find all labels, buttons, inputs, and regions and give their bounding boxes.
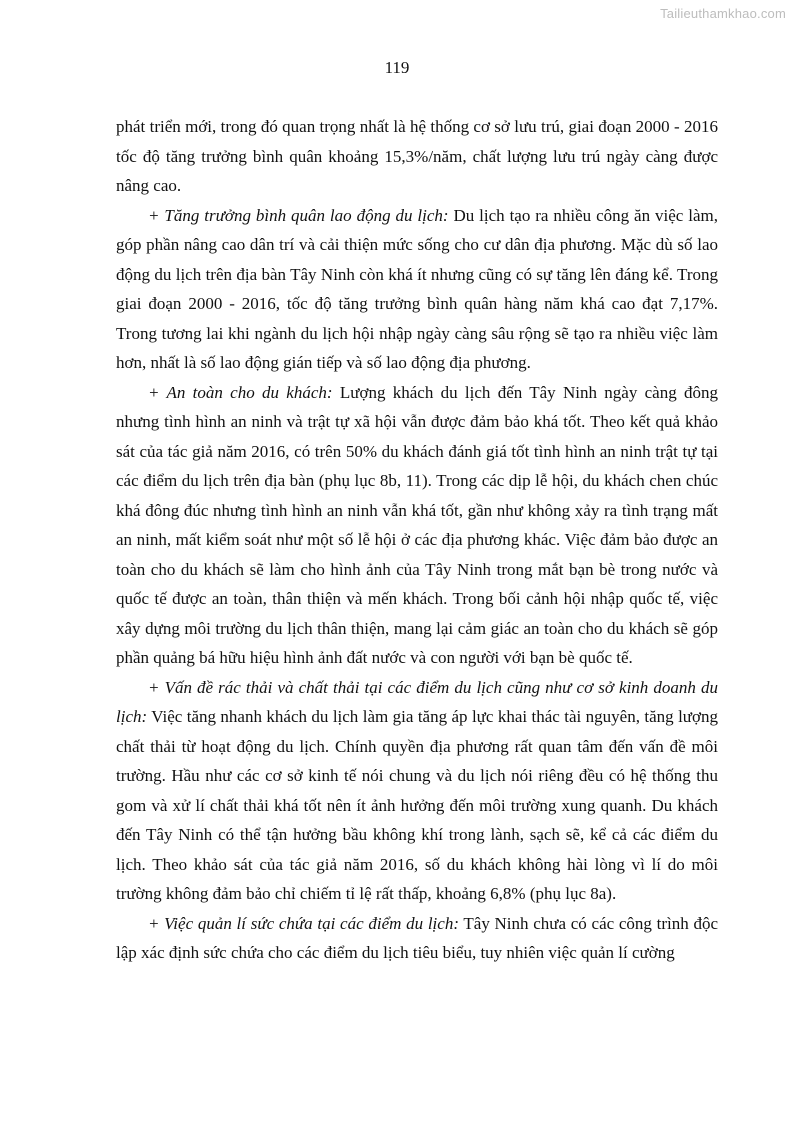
page-number: 119 [384, 58, 410, 77]
paragraph-continuation [116, 112, 718, 201]
paragraph-text: phát triển mới, trong đó quan trọng nhất là hệ thống cơ sở lưu trú, giai đoạn 2000 - 2016 tốc độ tăng trưởng bình quân khoảng 15,3%/năm, chất lượng lưu trú ngày càng được nâng cao. [116, 117, 718, 195]
paragraph-text: Việc tăng nhanh khách du lịch làm gia tăng áp lực khai thác tài nguyên, tăng lượng chất thải từ hoạt động du lịch. Chính quyền địa phương rất quan tâm đến vấn đề môi trường. Hầu như các cơ sở kinh tế nói chung và du lịch nói riêng đều có hệ thống thu gom và xử lí chất thải khá tốt nên ít ảnh hưởng đến môi trường xung quanh. Du khách đến Tây Ninh có thể tận hưởng bầu không khí trong lành, sạch sẽ, kể cả các điểm du lịch. Theo khảo sát của tác giả năm 2016, số du khách không hài lòng vì lí do môi trường không đảm bảo chỉ chiếm tỉ lệ rất thấp, khoảng 6,8% (phụ lục 8a). [116, 707, 718, 903]
paragraph-heading: + An toàn cho du khách: [148, 382, 333, 402]
document-body [116, 112, 718, 968]
paragraph-heading: + Vấn đề rác thải và chất thải tại các điểm du lịch cũng như cơ sở kinh doanh du lịch: [116, 677, 718, 726]
paragraph-tourist-safety [116, 378, 718, 673]
paragraph-heading: + Việc quản lí sức chứa tại các điểm du lịch: [148, 913, 459, 933]
paragraph-text: Du lịch tạo ra nhiều công ăn việc làm, góp phần nâng cao dân trí và cải thiện mức sống cho cư dân địa phương. Mặc dù số lao động du lịch trên địa bàn Tây Ninh còn khá ít nhưng cũng có sự tăng lên đáng kể. Trong giai đoạn 2000 - 2016, tốc độ tăng trưởng bình quân hàng năm khá cao đạt 7,17%. Trong tương lai khi ngành du lịch hội nhập ngày càng sâu rộng sẽ tạo ra nhiều việc làm hơn, nhất là số lao động gián tiếp và số lao động địa phương. [116, 205, 718, 372]
paragraph-heading: + Tăng trưởng bình quân lao động du lịch: [148, 205, 449, 225]
paragraph-waste-management [116, 673, 718, 909]
paragraph-text: Lượng khách du lịch đến Tây Ninh ngày càng đông nhưng tình hình an ninh và trật tự xã hội vẫn được đảm bảo khá tốt. Theo kết quả khảo sát của tác giả năm 2016, có trên 50% du khách đánh giá tốt tình hình an ninh trật tự tại các điểm du lịch trên địa bàn (phụ lục 8b, 11). Trong các dịp lễ hội, du khách chen chúc khá đông đúc nhưng tình hình an ninh vẫn khá tốt, gần như không xảy ra tình trạng mất an ninh, mất kiểm soát như một số lễ hội ở các địa phương khác. Việc đảm bảo được an toàn cho du khách sẽ làm cho hình ảnh của Tây Ninh trong mắt bạn bè trong nước và quốc tế được an toàn, thân thiện và mến khách. Trong bối cảnh hội nhập quốc tế, việc xây dựng môi trường du lịch thân thiện, mang lại cảm giác an toàn cho du khách sẽ góp phần quảng bá hữu hiệu hình ảnh đất nước và con người với bạn bè quốc tế. [116, 382, 718, 667]
paragraph-text: Tây Ninh chưa có các công trình độc lập xác định sức chứa cho các điểm du lịch tiêu biểu, tuy nhiên việc quản lí cường [116, 913, 718, 962]
watermark: Tailieuthamkhao.com [660, 6, 786, 21]
paragraph-capacity-management [116, 909, 718, 968]
paragraph-labor-growth [116, 201, 718, 378]
